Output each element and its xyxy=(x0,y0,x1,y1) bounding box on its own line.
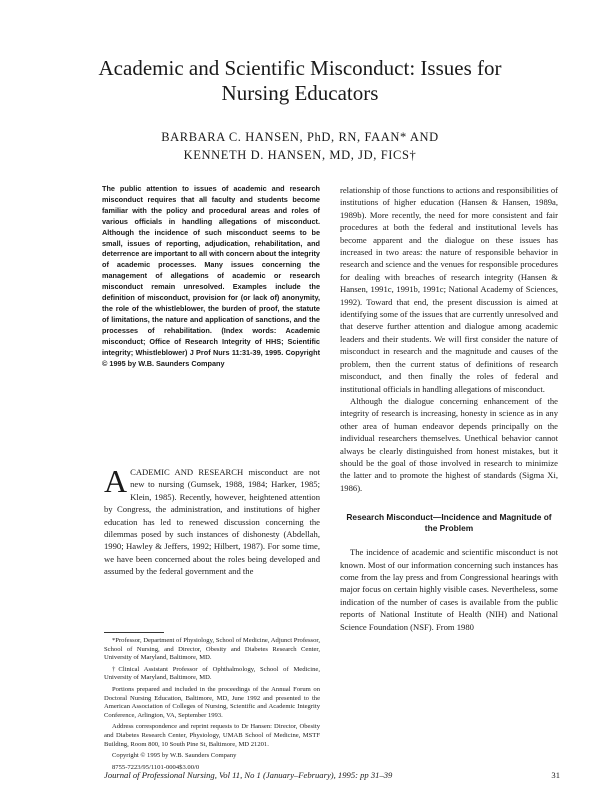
footnote-copyright: Copyright © 1995 by W.B. Saunders Company xyxy=(112,752,237,760)
footnote-author-1: *Professor, Department of Physiology, School of Medicine, Adjunct Professor, School of Nursing, and Director, Obesity and Diabetes Research Center, University of Maryland, Baltimore, MD. xyxy=(104,637,320,662)
opening-paragraph: CADEMIC AND RESEARCH misconduct are not new to nursing (Gumsek, 1988, 1984; Harker, 1985; Klein, 1985). Recently, however, heightened attention by Congress, the administration, and institutions of higher education has led to renewed discussion concerning the dilemmas posed by such instances of dishonesty (Abdellah, 1990; Hawley & Jeffers, 1992; Hilbert, 1987). For some time, we have been concerned about the roles being developed and assumed by the federal government and the xyxy=(104,467,320,577)
body-right-column xyxy=(340,184,558,633)
title-line-2: Nursing Educators xyxy=(221,81,379,105)
paragraph: The incidence of academic and scientific misconduct is not known. Most of our information concerning such instances has come from the lay press and from Congressional hearings with major focus on certain highly visible cases. Nevertheless, some indication of the number of cases is available from the public reports of National Institute of Health (NIH) and National Science Foundation (NSF). From 1980 xyxy=(340,547,558,632)
footnote-issn: 8755-7223/95/1101-0004$3.00/0 xyxy=(112,763,200,771)
footnote-rule xyxy=(104,632,164,633)
article-title xyxy=(40,56,560,106)
abstract: The public attention to issues of academic and research misconduct requires that all faculty and students become familiar with the policy and procedural areas and roles of various officials in handling allegations of misconduct. Although the incidence of such misconduct seems to be small, issues of reporting, adjudication, rehabilitation, and deterrence are important to all with concern about the integrity of academic processes. Many issues concerning the management of allegations of academic or research misconduct remain unresolved. Examples include the definition of misconduct, provision for (or lack of) anonymity, the role of the whistleblower, the burden of proof, the statute of limitations, the nature and application of sanctions, and the processes of rehabilitation. (Index words: Academic misconduct; Office of Research Integrity of HHS; Scientific integrity; Whistleblower) J Prof Nurs 11:31-39, 1995. Copyright © 1995 by W.B. Saunders Company xyxy=(102,184,320,368)
paragraph: Although the dialogue concerning enhancement of the integrity of research is increasing, honesty in science as in any other area of human endeavor depends principally on the individual researchers themselves. Unethical behavior cannot always be clearly distinguished from honest mistakes, but it should be the goal of those involved in research to minimize the latter and to promote the highest of standards (Sigma Xi, 1986). xyxy=(340,395,558,493)
author-2: KENNETH D. HANSEN, MD, JD, FICS† xyxy=(183,148,417,162)
journal-citation: Journal of Professional Nursing, Vol 11, No 1 (January–February), 1995: pp 31–39 xyxy=(104,770,393,780)
page-number: 31 xyxy=(551,770,560,780)
footnotes xyxy=(104,632,320,775)
footnote-presentation: Portions prepared and included in the proceedings of the Annual Forum on Doctoral Nursing Education, Baltimore, MD, June 1992 and presented to the American Association of Colleges of Nursing, Scientific and Academic Integrity Conference, Arlington, VA, September 1993. xyxy=(104,685,320,719)
drop-cap: A xyxy=(104,463,128,499)
footnote-author-2: †Clinical Assistant Professor of Ophthalmology, School of Medicine, University of Maryland, Baltimore, MD. xyxy=(104,665,320,682)
section-heading: Research Misconduct—Incidence and Magnitude of the Problem xyxy=(346,512,552,534)
author-1: BARBARA C. HANSEN, PhD, RN, FAAN* AND xyxy=(161,130,439,144)
paragraph: relationship of those functions to actions and responsibilities of institutions of higher education (Hansen & Hansen, 1989a, 1989b). More recently, the need for more consistent and fair procedures at both the federal and institutional levels has become apparent and the dialogue on these issues has increased in two areas: the nature of responsible behavior in research and science and the venues for responsible procedures for dealing with breaches of research integrity (Hansen & Hansen, 1991c, 1991b, 1991c; National Academy of Sciences, 1992). Toward that end, the present discussion is aimed at identifying some of the issues that are currently unresolved and that deserve further attention and dialogue among academic leaders and their students. We will first consider the nature of misconduct in research and the magnitude and causes of the problem, then the current status of definitions of research misconduct, and then finally the roles of federal and institutional officials in handling allegations of misconduct. xyxy=(340,185,558,394)
title-line-1: Academic and Scientific Misconduct: Issues for xyxy=(98,56,502,80)
page-footer xyxy=(104,770,560,780)
author-block xyxy=(40,128,560,164)
footnote-correspondence: Address correspondence and reprint requests to Dr Hansen: Director, Obesity and Diabetes Research Center, Physiology, UMAB School of Medicine, MSTF Building, Room 800, 10 South Pine St, Baltimore, MD 21201. xyxy=(104,723,320,748)
body-left-column xyxy=(104,463,320,578)
